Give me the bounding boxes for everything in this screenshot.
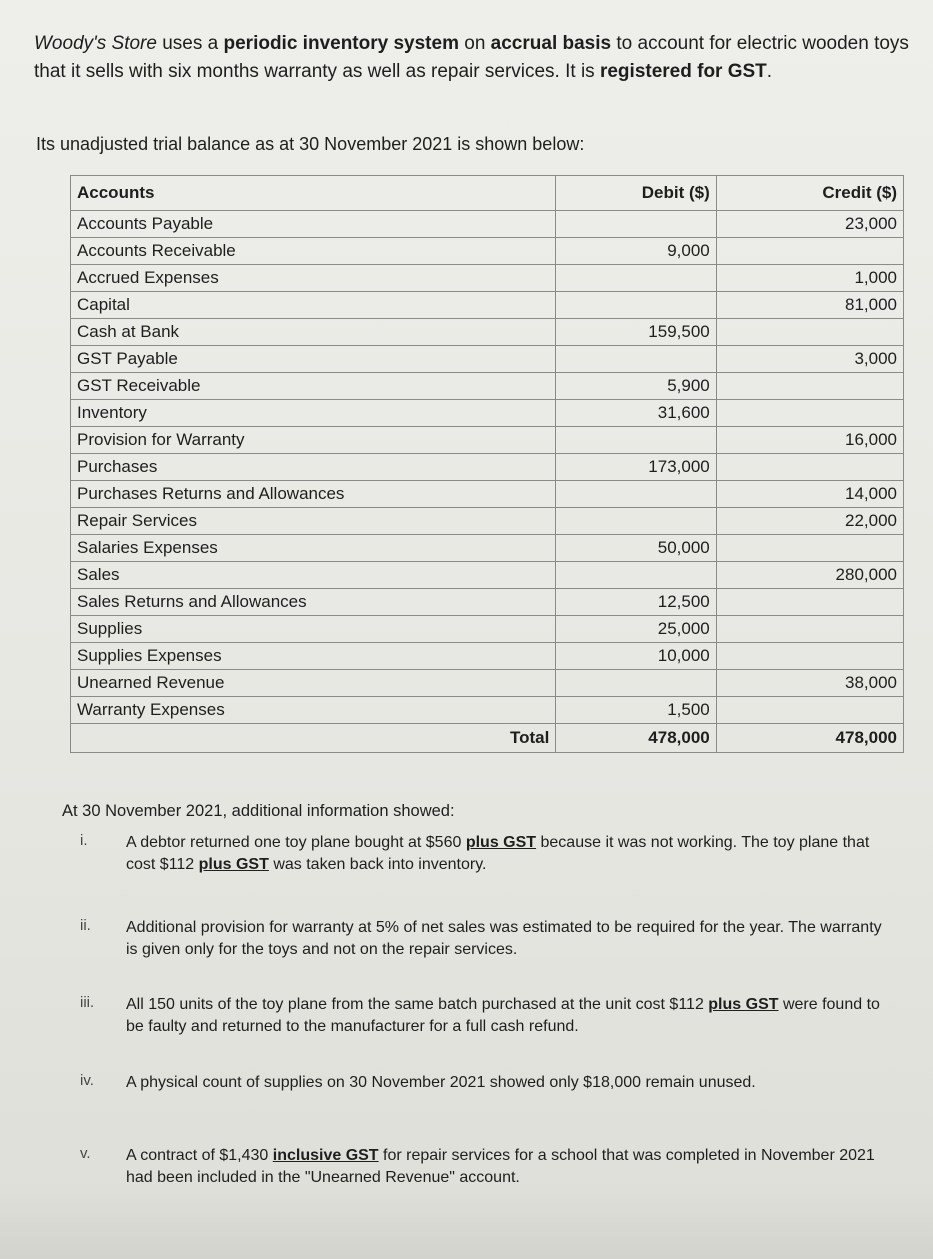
item-number: iii. [80, 994, 95, 1011]
account-name: Sales Returns and Allowances [71, 589, 556, 616]
debit-amount: 12,500 [556, 589, 716, 616]
item-text-part: for repair services for a school that was completed in November 2021 had been included in the "Unearned Revenue" account. [126, 1147, 875, 1186]
debit-amount [556, 346, 716, 373]
intro-bold-accrual: accrual basis [490, 33, 612, 54]
item-text-emphasis: plus GST [465, 834, 537, 851]
table-row [71, 643, 904, 670]
item-text-emphasis: inclusive GST [272, 1147, 379, 1164]
credit-amount [716, 400, 903, 427]
table-row [71, 292, 904, 319]
debit-amount: 5,900 [556, 373, 716, 400]
header-credit: Credit ($) [716, 176, 903, 211]
credit-amount: 1,000 [716, 265, 903, 292]
table-row [71, 508, 904, 535]
item-text-part: A debtor returned one toy plane bought at $560 [126, 834, 466, 851]
credit-amount: 22,000 [716, 508, 903, 535]
debit-amount: 173,000 [556, 454, 716, 481]
credit-amount [716, 697, 903, 724]
credit-amount: 16,000 [716, 427, 903, 454]
credit-amount: 280,000 [716, 562, 903, 589]
intro-paragraph [34, 30, 924, 86]
account-name: Sales [71, 562, 556, 589]
debit-amount [556, 508, 716, 535]
item-text-part: Additional provision for warranty at 5% of net sales was estimated to be required for the year. The warranty is given only for the toys and not on the repair services. [126, 919, 882, 958]
table-row [71, 535, 904, 562]
trial-balance-table [70, 175, 904, 753]
credit-amount [716, 589, 903, 616]
table-row [71, 481, 904, 508]
header-debit: Debit ($) [556, 176, 716, 211]
credit-amount [716, 643, 903, 670]
credit-amount [716, 373, 903, 400]
header-accounts: Accounts [71, 176, 556, 211]
credit-amount: 3,000 [716, 346, 903, 373]
credit-amount: 23,000 [716, 211, 903, 238]
table-row [71, 400, 904, 427]
account-name: Salaries Expenses [71, 535, 556, 562]
table-row [71, 562, 904, 589]
item-text-part: A physical count of supplies on 30 November 2021 showed only $18,000 remain unused. [126, 1074, 756, 1091]
total-row [71, 724, 904, 753]
item-text [126, 1072, 896, 1094]
item-number: i. [80, 832, 88, 849]
item-text-part: All 150 units of the toy plane from the same batch purchased at the unit cost $112 [126, 996, 709, 1013]
total-debit: 478,000 [556, 724, 716, 753]
credit-amount: 81,000 [716, 292, 903, 319]
trial-balance-body [71, 211, 904, 753]
debit-amount: 10,000 [556, 643, 716, 670]
account-name: Accrued Expenses [71, 265, 556, 292]
table-row [71, 589, 904, 616]
account-name: Unearned Revenue [71, 670, 556, 697]
account-name: Provision for Warranty [71, 427, 556, 454]
credit-amount [716, 616, 903, 643]
account-name: GST Receivable [71, 373, 556, 400]
account-name: Accounts Receivable [71, 238, 556, 265]
intro-text-b: on [458, 33, 491, 54]
account-name: Supplies Expenses [71, 643, 556, 670]
account-name: Supplies [71, 616, 556, 643]
credit-amount [716, 319, 903, 346]
account-name: Accounts Payable [71, 211, 556, 238]
account-name: Purchases Returns and Allowances [71, 481, 556, 508]
item-text [126, 832, 896, 876]
debit-amount [556, 481, 716, 508]
account-name: Warranty Expenses [71, 697, 556, 724]
account-name: GST Payable [71, 346, 556, 373]
item-text-emphasis: plus GST [198, 856, 269, 873]
debit-amount [556, 427, 716, 454]
page-shadow [0, 1190, 933, 1259]
store-name: Woody's Store [34, 33, 157, 54]
account-name: Capital [71, 292, 556, 319]
account-name: Repair Services [71, 508, 556, 535]
credit-amount [716, 454, 903, 481]
debit-amount: 50,000 [556, 535, 716, 562]
total-credit: 478,000 [716, 724, 903, 753]
table-row [71, 346, 904, 373]
item-text [126, 994, 896, 1038]
item-number: iv. [80, 1072, 94, 1089]
debit-amount [556, 211, 716, 238]
intro-bold-periodic: periodic inventory system [223, 33, 459, 54]
table-row [71, 211, 904, 238]
table-row [71, 454, 904, 481]
intro-text-a: uses a [156, 33, 224, 54]
account-name: Inventory [71, 400, 556, 427]
table-row [71, 616, 904, 643]
debit-amount [556, 562, 716, 589]
trial-balance-intro: Its unadjusted trial balance as at 30 November 2021 is shown below: [36, 134, 585, 154]
item-text-part: A contract of $1,430 [126, 1147, 273, 1164]
table-row [71, 238, 904, 265]
item-text-part: was taken back into inventory. [268, 856, 487, 873]
item-text [126, 917, 896, 961]
debit-amount [556, 265, 716, 292]
table-row [71, 697, 904, 724]
debit-amount: 25,000 [556, 616, 716, 643]
item-text-part: were found to be faulty and returned to the manufacturer for a full cash refund. [126, 996, 880, 1035]
intro-text-d: . [766, 61, 773, 82]
table-row [71, 427, 904, 454]
account-name: Purchases [71, 454, 556, 481]
table-row [71, 670, 904, 697]
item-number: v. [80, 1145, 91, 1162]
table-row [71, 319, 904, 346]
table-header-row [71, 176, 904, 211]
total-label: Total [71, 724, 556, 753]
account-name: Cash at Bank [71, 319, 556, 346]
intro-text-c: to account for electric wooden toys that it sells with six months warranty as well as repair services. It is [34, 33, 909, 82]
table-row [71, 265, 904, 292]
item-text-part: because it was not working. The toy plane that cost $112 [126, 834, 870, 873]
debit-amount: 9,000 [556, 238, 716, 265]
item-number: ii. [80, 917, 91, 934]
debit-amount [556, 292, 716, 319]
table-row [71, 373, 904, 400]
debit-amount: 1,500 [556, 697, 716, 724]
credit-amount [716, 238, 903, 265]
additional-info-title: At 30 November 2021, additional information showed: [62, 802, 455, 820]
intro-bold-gst: registered for GST [599, 61, 767, 82]
item-text-emphasis: plus GST [708, 996, 779, 1013]
debit-amount: 159,500 [556, 319, 716, 346]
item-text [126, 1145, 896, 1189]
credit-amount: 38,000 [716, 670, 903, 697]
additional-information [62, 802, 902, 1186]
credit-amount: 14,000 [716, 481, 903, 508]
debit-amount [556, 670, 716, 697]
credit-amount [716, 535, 903, 562]
debit-amount: 31,600 [556, 400, 716, 427]
